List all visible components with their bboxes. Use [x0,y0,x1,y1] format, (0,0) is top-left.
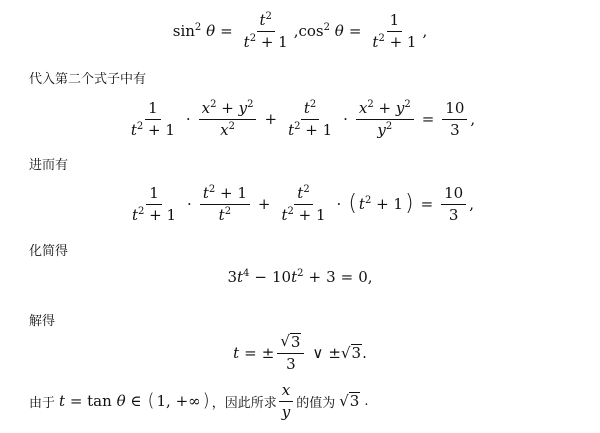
equation-simplified: $\frac{1}{t^2 + 1}$ · $\frac{t^2 + 1}{t^2}$ + $\frac{t^2}{t^2 + 1}$ · ( $t^2 + 1$ ) = $\frac{10}{3}$ , [131,184,475,224]
text-simplify: 化简得 [29,244,69,259]
equation-solution: t = ± √ 3 3 ∨ ± √ 3 . [233,332,367,373]
text-value-is: 的值为 [296,395,336,411]
equation-substitution: $\frac{1}{t^2 + 1}$ · $\frac{x^2 + y^2}{x^2}$ + $\frac{t^2}{t^2 + 1}$ · $\frac{x^2 + y^2}{y^2}$ = $\frac{10}{3}$ , [130,99,476,139]
text-then: 进而有 [29,158,69,173]
text-substitute: 代入第二个式子中有 [29,72,147,87]
equation-quartic: $3t^4$ − $10t^2$ + 3 = 0, [227,268,373,286]
text-solve: 解得 [29,314,56,329]
text-therefore: ，因此所求 [211,395,277,411]
equation-sin-cos: $\sin^2 \theta$ = $\frac{t^2}{t^2 + 1}$ $,\cos^2$ θ = $\frac{1}{t^2 + 1}$ , [172,11,428,51]
text-period: . [364,393,369,409]
text-since: 由于 [29,395,56,411]
conclusion-line: 由于 t = tan θ ∈ ( 1, +∞ ) ，因此所求 $\frac{x}{y}$ 的值为 √ 3 . [29,381,369,421]
